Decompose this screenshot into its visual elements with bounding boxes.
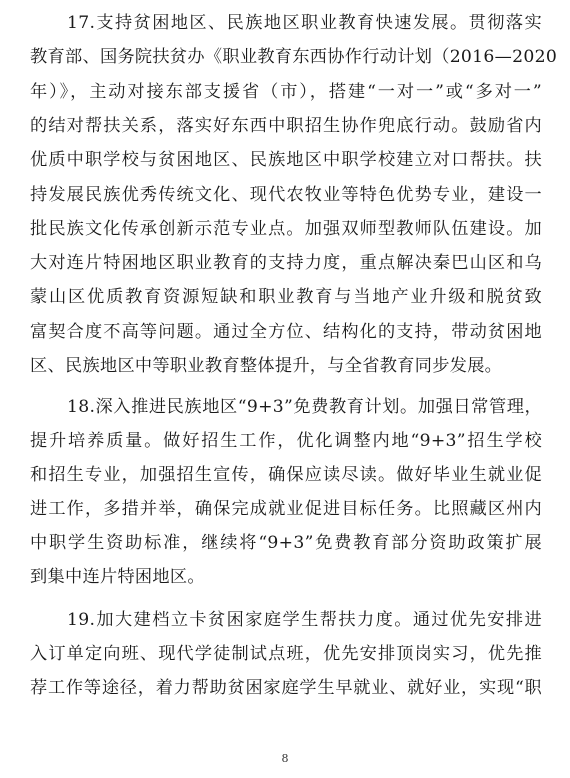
paragraph-18-line-1: 18.深入推进民族地区“9+3”免费教育计划。加强日常管理，: [67, 397, 542, 417]
paragraph-17-line-11: 区、民族地区中等职业教育整体提升，与全省教育同步发展。: [30, 356, 503, 376]
paragraph-17-line-7: 批民族文化传承创新示范专业点。加强双师型教师队伍建设。加: [30, 219, 542, 239]
paragraph-17-line-3: 年）》，主动对接东部支援省（市），搭建“一对一”或“多对一”: [30, 82, 542, 102]
paragraph-17-line-4: 的结对帮扶关系，落实好东西中职招生协作兜底行动。鼓励省内: [30, 116, 542, 136]
paragraph-18-line-2: 提升培养质量。做好招生工作，优化调整内地“9+3”招生学校: [30, 431, 542, 451]
paragraph-18-line-4: 进工作，多措并举，确保完成就业促进目标任务。比照藏区州内: [30, 499, 542, 519]
paragraph-17-line-8: 大对连片特困地区职业教育的支持力度，重点解决秦巴山区和乌: [30, 253, 542, 273]
paragraph-19-line-1: 19.加大建档立卡贫困家庭学生帮扶力度。通过优先安排进: [67, 610, 542, 630]
paragraph-18-line-3: 和招生专业，加强招生宣传，确保应读尽读。做好毕业生就业促: [30, 465, 542, 485]
paragraph-17-line-10: 富契合度不高等问题。通过全方位、结构化的支持，带动贫困地: [30, 322, 542, 342]
paragraph-18-line-6: 到集中连片特困地区。: [30, 567, 205, 587]
paragraph-17-line-9: 蒙山区优质教育资源短缺和职业教育与当地产业升级和脱贫致: [30, 287, 542, 307]
paragraph-19-line-3: 荐工作等途径，着力帮助贫困家庭学生早就业、就好业，实现“职: [30, 678, 542, 698]
paragraph-17-line-1: 17.支持贫困地区、民族地区职业教育快速发展。贯彻落实: [67, 13, 542, 33]
page-number: 8: [281, 752, 289, 765]
paragraph-19-line-2: 入订单定向班、现代学徒制试点班，优先安排顶岗实习，优先推: [30, 644, 542, 664]
paragraph-18-line-5: 中职学生资助标准，继续将“9+3”免费教育部分资助政策扩展: [30, 533, 542, 553]
paragraph-17-line-5: 优质中职学校与贫困地区、民族地区中职学校建立对口帮扶。扶: [30, 150, 542, 170]
paragraph-17-line-2: 教育部、国务院扶贫办《职业教育东西协作行动计划（2016—2020: [30, 47, 558, 67]
paragraph-17-line-6: 持发展民族优秀传统文化、现代农牧业等特色优势专业，建设一: [30, 185, 542, 205]
